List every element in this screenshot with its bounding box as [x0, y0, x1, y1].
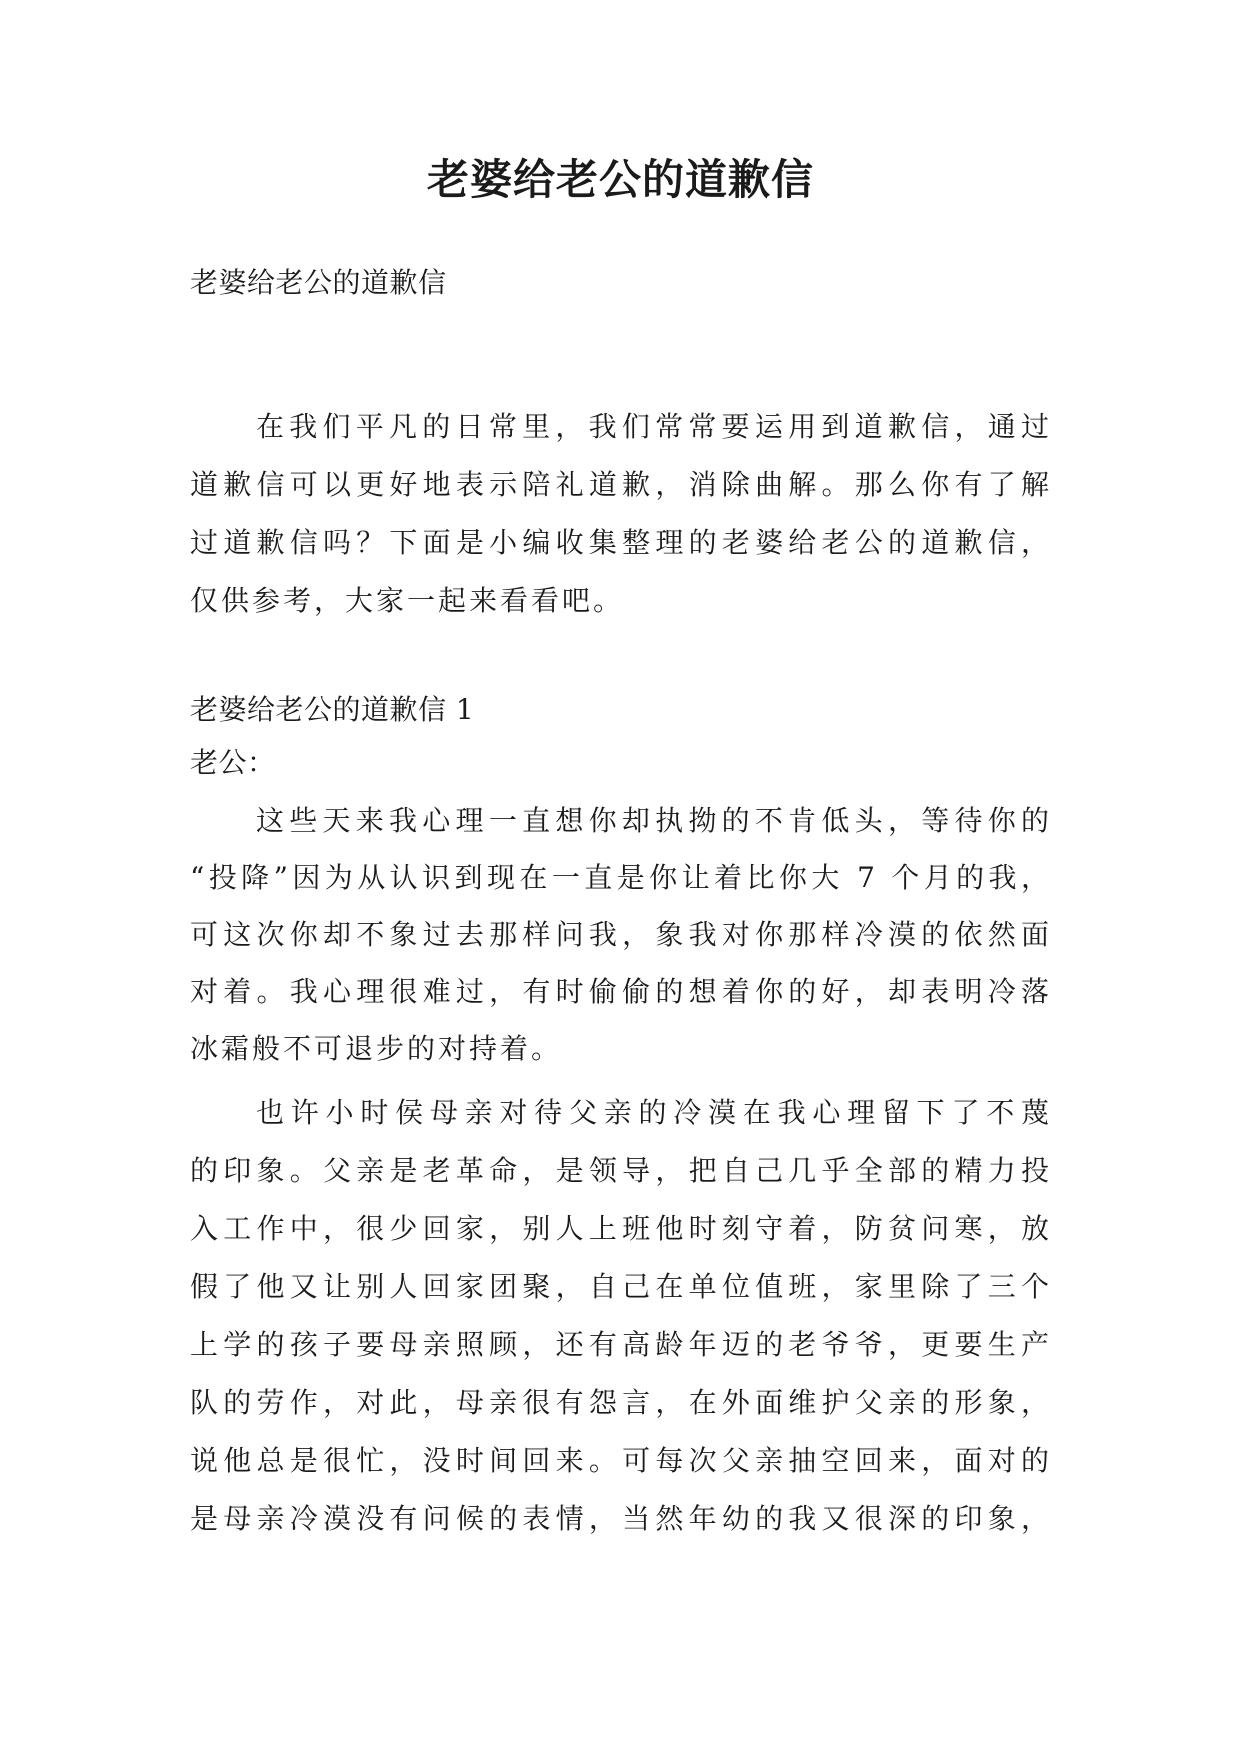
paragraph-line: 对着。我心理很难过，有时偷偷的想着你的好，却表明冷落	[190, 975, 1052, 1008]
salutation: 老公：	[190, 746, 276, 779]
paragraph-line: 队的劳作，对此，母亲很有怨言，在外面维护父亲的形象，	[190, 1386, 1052, 1419]
paragraph-line: “投降”因为从认识到现在一直是你让着比你大 7 个月的我，	[190, 861, 1052, 894]
paragraph-line: 的印象。父亲是老革命，是领导，把自己几乎全部的精力投	[190, 1154, 1052, 1187]
intro-line: 过道歉信吗？下面是小编收集整理的老婆给老公的道歉信，	[190, 526, 1052, 559]
section-heading: 老婆给老公的道歉信 1	[190, 693, 475, 726]
document-subtitle: 老婆给老公的道歉信	[190, 266, 447, 299]
paragraph-line: 也许小时侯母亲对待父亲的冷漠在我心理留下了不蔑	[256, 1096, 1052, 1129]
paragraph-line: 入工作中，很少回家，别人上班他时刻守着，防贫问寒，放	[190, 1212, 1052, 1245]
paragraph-line: 这些天来我心理一直想你却执拗的不肯低头，等待你的	[256, 804, 1052, 837]
paragraph-line: 可这次你却不象过去那样问我，象我对你那样冷漠的依然面	[190, 918, 1052, 951]
paragraph-line: 说他总是很忙，没时间回来。可每次父亲抽空回来，面对的	[190, 1444, 1052, 1477]
intro-line: 道歉信可以更好地表示陪礼道歉，消除曲解。那么你有了解	[190, 468, 1052, 501]
paragraph-line: 上学的孩子要母亲照顾，还有高龄年迈的老爷爷，更要生产	[190, 1328, 1052, 1361]
paragraph-line: 是母亲冷漠没有问候的表情，当然年幼的我又很深的印象，	[190, 1502, 1052, 1535]
paragraph-line: 假了他又让别人回家团聚，自己在单位值班，家里除了三个	[190, 1270, 1052, 1303]
document-title: 老婆给老公的道歉信	[426, 155, 814, 204]
intro-line: 仅供参考，大家一起来看看吧。	[190, 584, 625, 617]
paragraph-line: 冰霜般不可退步的对持着。	[190, 1032, 563, 1065]
intro-line: 在我们平凡的日常里，我们常常要运用到道歉信，通过	[256, 410, 1052, 443]
